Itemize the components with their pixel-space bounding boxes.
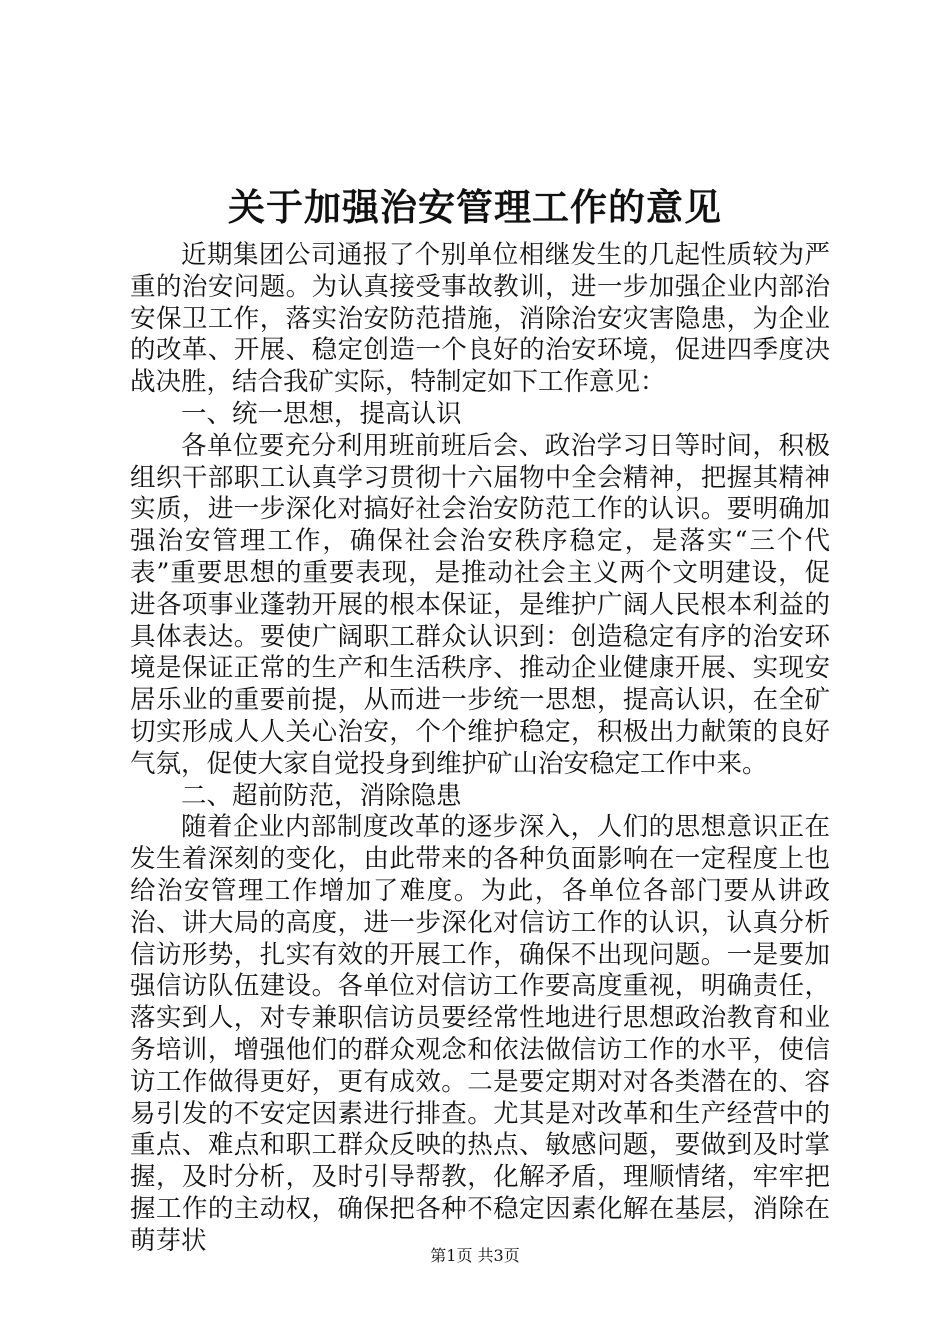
- intro-paragraph: 近期集团公司通报了个别单位相继发生的几起性质较为严重的治安问题。为认真接受事故教训，进一步加强企业内部治安保卫工作，落实治安防范措施，消除治安灾害隐患，为企业的改革、开展、稳定创造一个良好的治安环境，促进四季度决战决胜，结合我矿实际，特制定如下工作意见：: [130, 240, 830, 398]
- document-body: [130, 240, 830, 1258]
- page-number-footer: 第1页 共3页: [430, 1246, 520, 1265]
- section-2-paragraph: 随着企业内部制度改革的逐步深入，人们的思想意识正在发生着深刻的变化，由此带来的各种负面影响在一定程度上也给治安管理工作增加了难度。为此，各单位各部门要从讲政治、讲大局的高度，进一步深化对信访工作的认识，认真分析信访形势，扎实有效的开展工作，确保不出现问题。一是要加强信访队伍建设。各单位对信访工作要高度重视，明确责任，落实到人，对专兼职信访员要经常性地进行思想政治教育和业务培训，增强他们的群众观念和依法做信访工作的水平，使信访工作做得更好，更有成效。二是要定期对对各类潜在的、容易引发的不安定因素进行排查。尤其是对改革和生产经营中的重点、难点和职工群众反映的热点、敏感问题，要做到及时掌握，及时分析，及时引导帮教，化解矛盾，理顺情绪，牢牢把握工作的主动权，确保把各种不稳定因素化解在基层，消除在萌芽状: [130, 812, 830, 1256]
- section-1-paragraph: 各单位要充分利用班前班后会、政治学习日等时间，积极组织干部职工认真学习贯彻十六届物中全会精神，把握其精神实质，进一步深化对搞好社会治安防范工作的认识。要明确加强治安管理工作，确保社会治安秩序稳定，是落实“三个代表”重要思想的重要表现，是推动社会主义两个文明建设，促进各项事业蓬勃开展的根本保证，是维护广阔人民根本利益的具体表达。要使广阔职工群众认识到：创造稳定有序的治安环境是保证正常的生产和生活秩序、推动企业健康开展、实现安居乐业的重要前提，从而进一步统一思想，提高认识，在全矿切实形成人人关心治安，个个维护稳定，积极出力献策的良好气氛，促使大家自觉投身到维护矿山治安稳定工作中来。: [130, 430, 830, 779]
- document-title: 关于加强治安管理工作的意见: [228, 185, 722, 229]
- section-1-heading: 一、统一思想，提高认识: [181, 398, 462, 429]
- section-2-heading: 二、超前防范，消除隐患: [181, 780, 462, 811]
